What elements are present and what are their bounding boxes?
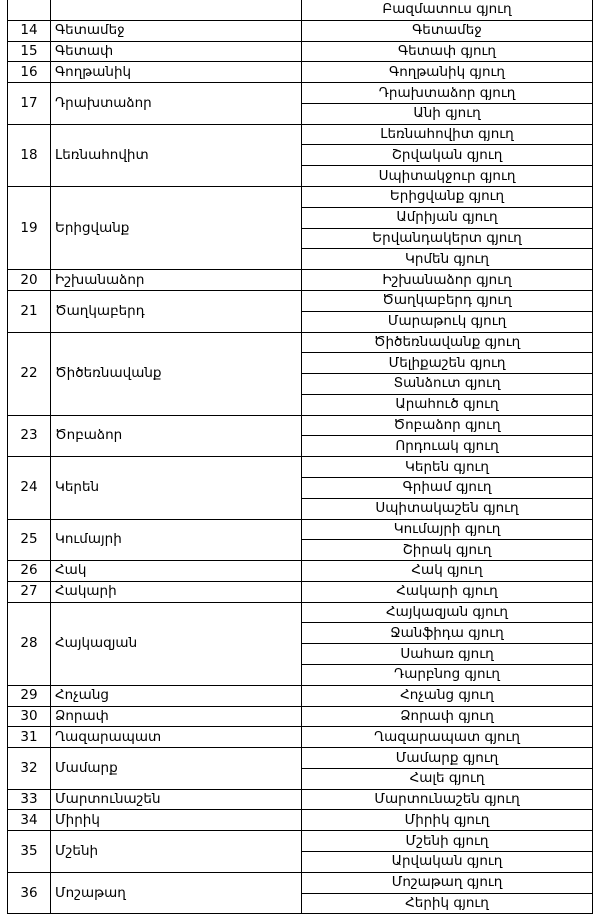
table-row xyxy=(8,872,593,893)
community-number: 15 xyxy=(8,41,51,62)
village-name: Որդուակ գյուղ xyxy=(302,436,593,457)
community-name: Հոչանց xyxy=(51,685,302,706)
table-row xyxy=(8,20,593,41)
table-row xyxy=(8,685,593,706)
table-row xyxy=(8,789,593,810)
community-name: Ծաղկաբերդ xyxy=(51,290,302,332)
village-name: Լեռնահովիտ գյուղ xyxy=(302,124,593,145)
village-name: Մամարք գյուղ xyxy=(302,748,593,769)
community-name: Միրիկ xyxy=(51,810,302,831)
village-name: Երիցվանք գյուղ xyxy=(302,187,593,208)
community-number: 18 xyxy=(8,124,51,186)
table-row xyxy=(8,62,593,83)
community-number: 19 xyxy=(8,187,51,270)
village-name: Գողթանիկ գյուղ xyxy=(302,62,593,83)
community-name: Գետափ xyxy=(51,41,302,62)
table-row xyxy=(8,581,593,602)
community-name: Մարտունաշեն xyxy=(51,789,302,810)
community-name: Գողթանիկ xyxy=(51,62,302,83)
village-name: Մոշաթաղ գյուղ xyxy=(302,872,593,893)
community-number: 36 xyxy=(8,872,51,914)
table-row xyxy=(8,561,593,582)
village-name: Սպիտակջուր գյուղ xyxy=(302,166,593,187)
village-name: Գրիամ գյուղ xyxy=(302,477,593,498)
village-name: Անի գյուղ xyxy=(302,103,593,124)
table-row xyxy=(8,124,593,145)
table-row xyxy=(8,290,593,311)
community-number: 33 xyxy=(8,789,51,810)
village-name: Արահուծ գյուղ xyxy=(302,394,593,415)
village-name: Հերիկ գյուղ xyxy=(302,893,593,914)
village-name: Կերեն գյուղ xyxy=(302,457,593,478)
community-number: 27 xyxy=(8,581,51,602)
community-number: 23 xyxy=(8,415,51,457)
village-name: Կրմեն գյուղ xyxy=(302,249,593,270)
table-row xyxy=(8,457,593,478)
community-number xyxy=(8,0,51,20)
table-row xyxy=(8,727,593,748)
table-row xyxy=(8,810,593,831)
village-name: Շրվական գյուղ xyxy=(302,145,593,166)
village-name: Ծիծեռնավանք գյուղ xyxy=(302,332,593,353)
community-name: Ծոբաձոր xyxy=(51,415,302,457)
table-row xyxy=(8,706,593,727)
community-number: 21 xyxy=(8,290,51,332)
community-number: 32 xyxy=(8,748,51,790)
community-number: 35 xyxy=(8,831,51,873)
community-number: 17 xyxy=(8,83,51,125)
community-number: 14 xyxy=(8,20,51,41)
community-name: Հայկազյան xyxy=(51,602,302,685)
community-name: Մշենի xyxy=(51,831,302,873)
table-row xyxy=(8,83,593,104)
village-name: Ամրիյան գյուղ xyxy=(302,207,593,228)
community-number: 26 xyxy=(8,561,51,582)
community-number: 34 xyxy=(8,810,51,831)
table-row xyxy=(8,519,593,540)
community-number: 25 xyxy=(8,519,51,561)
village-name: Գետամեջ xyxy=(302,20,593,41)
community-name: Լեռնահովիտ xyxy=(51,124,302,186)
community-name: Ղազարապատ xyxy=(51,727,302,748)
village-name: Տանձուտ գյուղ xyxy=(302,374,593,395)
table-row xyxy=(8,602,593,623)
communities-table xyxy=(7,0,593,914)
community-name: Կումայրի xyxy=(51,519,302,561)
table-row xyxy=(8,187,593,208)
community-name xyxy=(51,0,302,20)
village-name: Մելիքաշեն գյուղ xyxy=(302,353,593,374)
village-name: Շիրակ գյուղ xyxy=(302,540,593,561)
community-name: Հակ xyxy=(51,561,302,582)
village-name: Սպիտակաշեն գյուղ xyxy=(302,498,593,519)
community-number: 24 xyxy=(8,457,51,519)
table-row xyxy=(8,831,593,852)
community-number: 28 xyxy=(8,602,51,685)
table-row xyxy=(8,0,593,20)
community-name: Մամարք xyxy=(51,748,302,790)
village-name: Արվական գյուղ xyxy=(302,852,593,873)
community-name: Հակարի xyxy=(51,581,302,602)
village-name: Երվանդակերտ գյուղ xyxy=(302,228,593,249)
village-name: Մարաթուկ գյուղ xyxy=(302,311,593,332)
village-name: Միրիկ գյուղ xyxy=(302,810,593,831)
village-name: Մարտունաշեն գյուղ xyxy=(302,789,593,810)
village-name: Հալե գյուղ xyxy=(302,768,593,789)
village-name: Գետափ գյուղ xyxy=(302,41,593,62)
village-name: Ձորափ գյուղ xyxy=(302,706,593,727)
community-name: Իշխանաձոր xyxy=(51,270,302,291)
village-name: Ղազարապատ գյուղ xyxy=(302,727,593,748)
village-name: Հակարի գյուղ xyxy=(302,581,593,602)
village-name: Դրախտաձոր գյուղ xyxy=(302,83,593,104)
community-name: Ձորափ xyxy=(51,706,302,727)
village-name: Մշենի գյուղ xyxy=(302,831,593,852)
village-name: Հոչանց գյուղ xyxy=(302,685,593,706)
community-number: 30 xyxy=(8,706,51,727)
village-name: Ծոբաձոր գյուղ xyxy=(302,415,593,436)
community-name: Մոշաթաղ xyxy=(51,872,302,914)
village-name: Կումայրի գյուղ xyxy=(302,519,593,540)
village-name: Բազմատուս գյուղ xyxy=(302,0,593,20)
village-name: Հակ գյուղ xyxy=(302,561,593,582)
table-row xyxy=(8,270,593,291)
community-number: 16 xyxy=(8,62,51,83)
village-name: Դարբնոց գյուղ xyxy=(302,665,593,686)
community-number: 29 xyxy=(8,685,51,706)
village-name: Ծաղկաբերդ գյուղ xyxy=(302,290,593,311)
community-number: 31 xyxy=(8,727,51,748)
community-name: Ծիծեռնավանք xyxy=(51,332,302,415)
village-name: Ջանֆիդա գյուղ xyxy=(302,623,593,644)
table-row xyxy=(8,41,593,62)
village-name: Սահառ գյուղ xyxy=(302,644,593,665)
community-name: Դրախտաձոր xyxy=(51,83,302,125)
table-row xyxy=(8,332,593,353)
village-name: Իշխանաձոր գյուղ xyxy=(302,270,593,291)
table-row xyxy=(8,748,593,769)
community-name: Երիցվանք xyxy=(51,187,302,270)
community-number: 22 xyxy=(8,332,51,415)
village-name: Հայկազյան գյուղ xyxy=(302,602,593,623)
table-row xyxy=(8,415,593,436)
community-name: Գետամեջ xyxy=(51,20,302,41)
community-number: 20 xyxy=(8,270,51,291)
community-name: Կերեն xyxy=(51,457,302,519)
table-body xyxy=(8,0,593,914)
